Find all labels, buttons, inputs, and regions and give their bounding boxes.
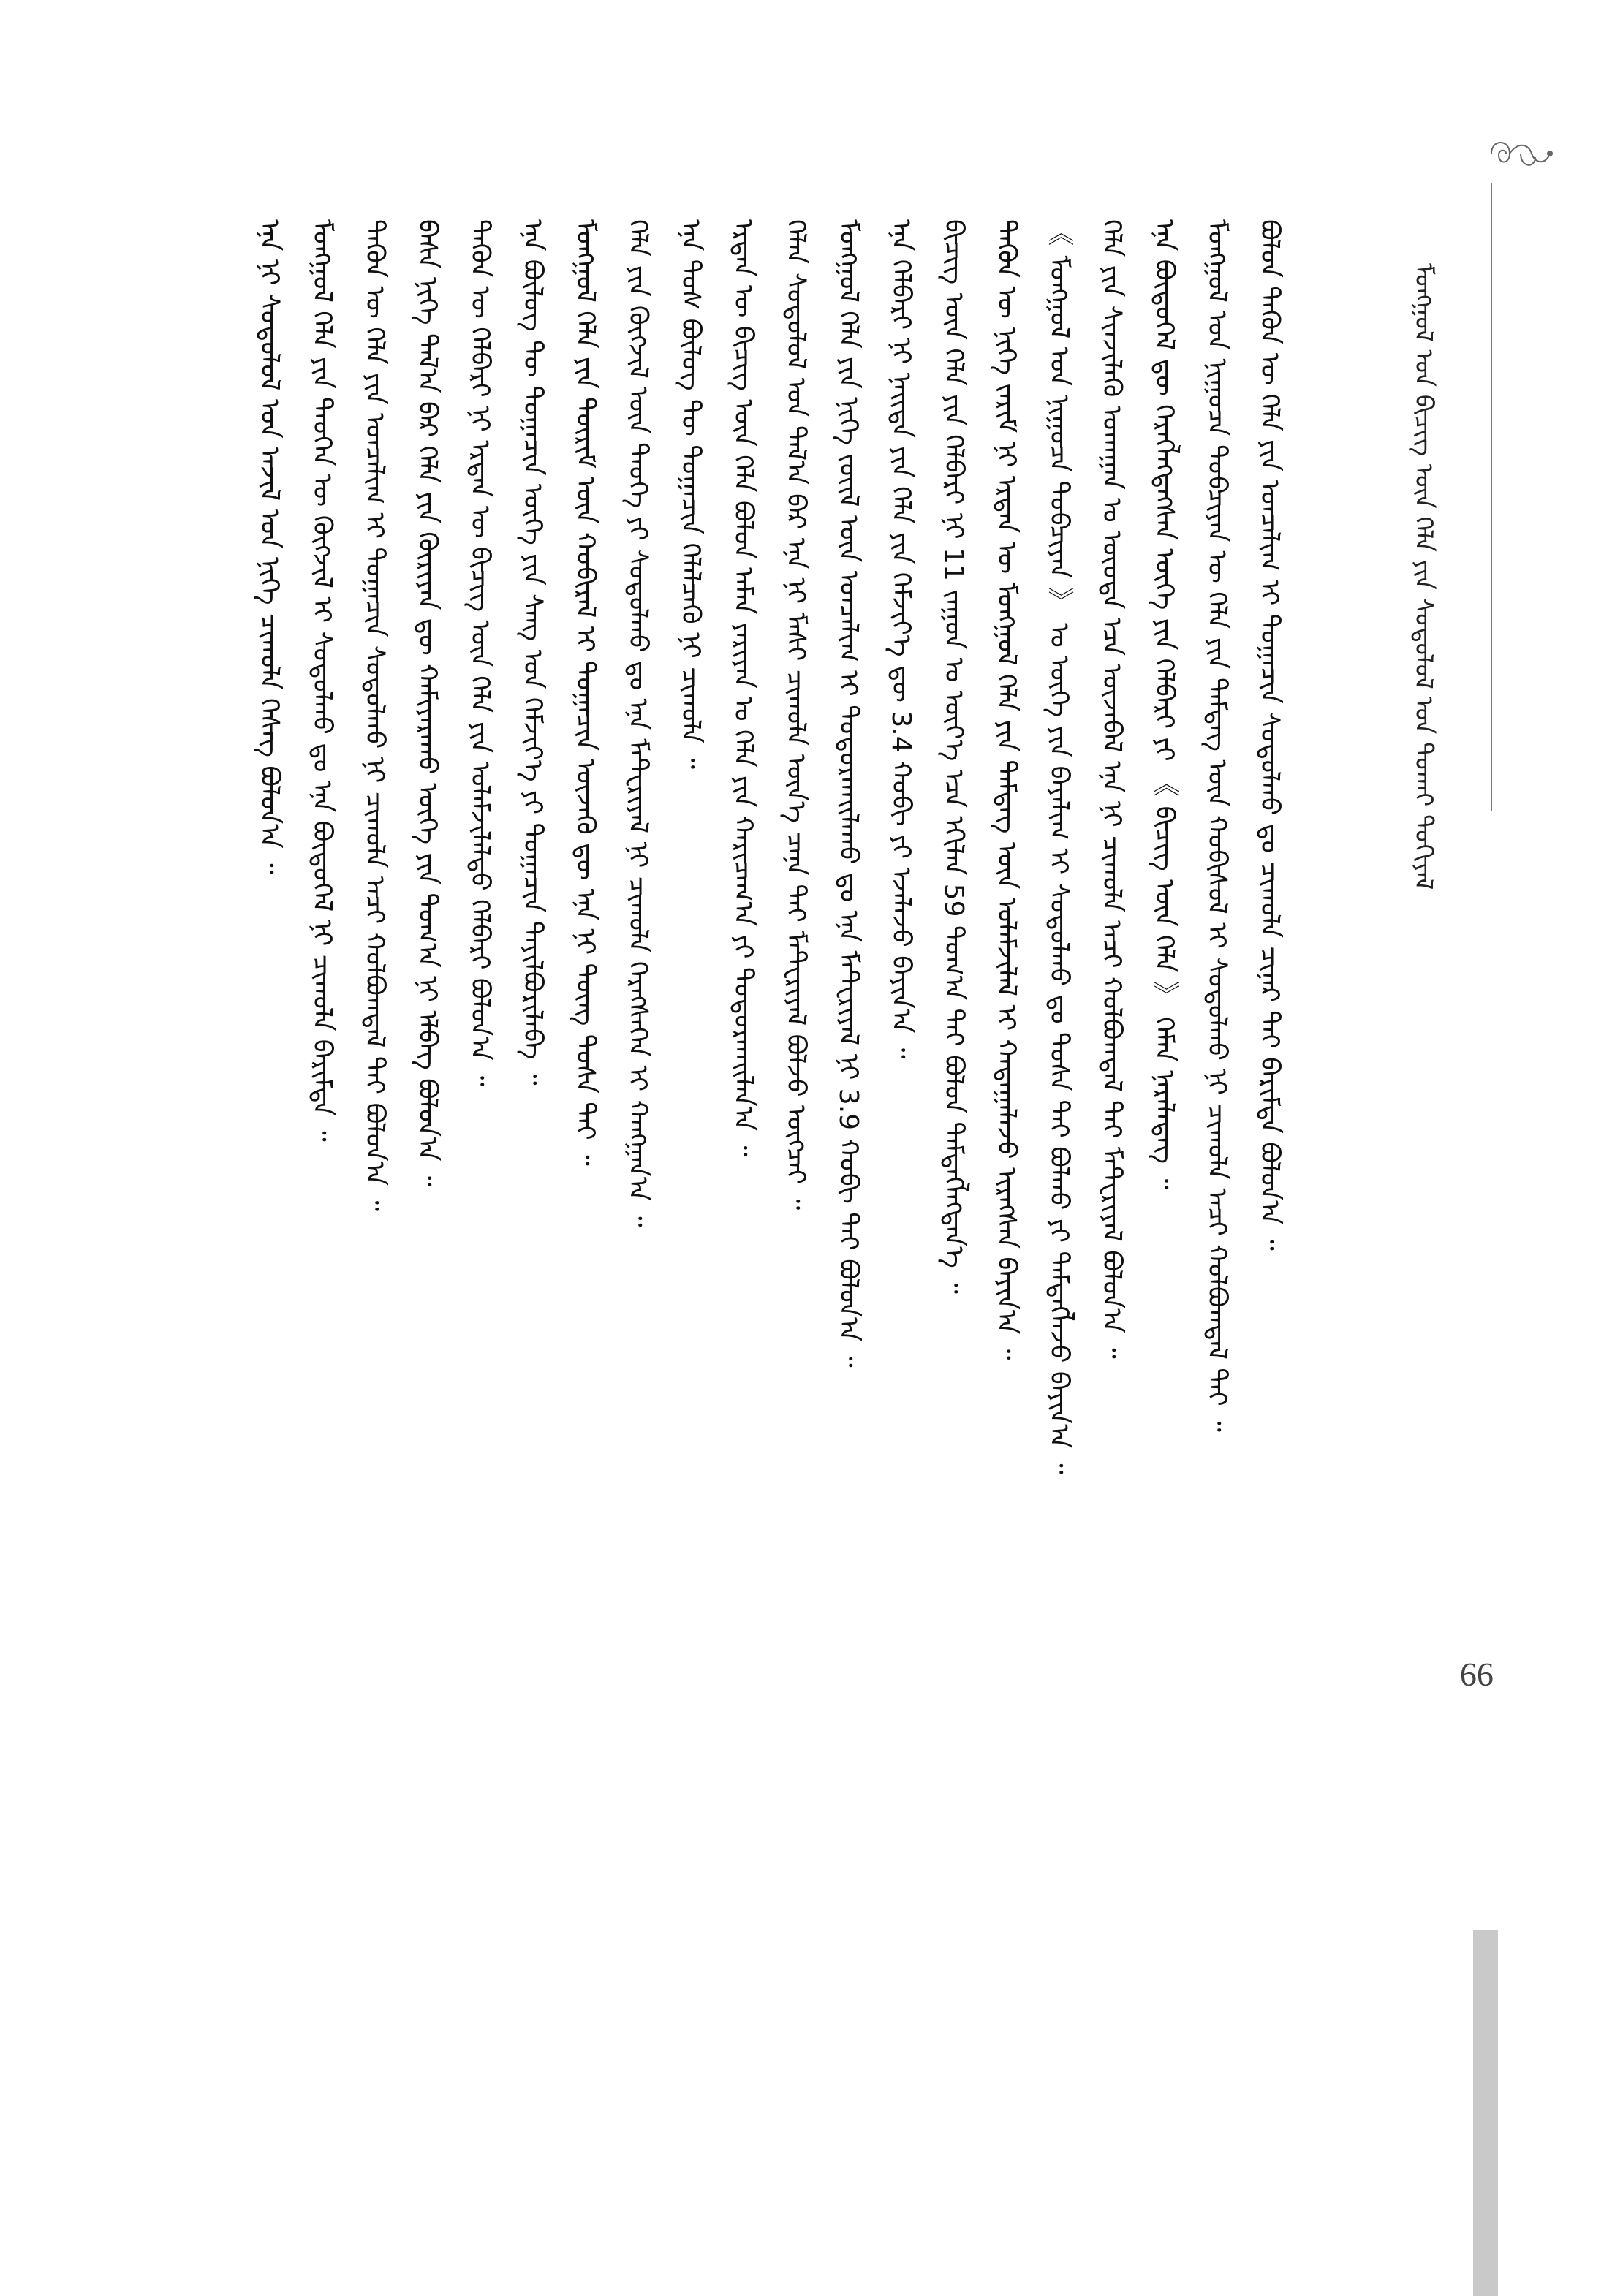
text-column: ᠡᠷᠲᠡᠨ ᠦ ᠪᠢᠴᠢᠭ ᠦᠨ ᠬᠡᠯᠡ ᠪᠣᠯᠤᠨ ᠠᠮᠠᠨ ᠶᠠᠷᠢᠶᠠᠨ ᠤ ᠬᠡᠯᠡ ᠶᠢᠨ ᠬᠠᠷᠢᠴᠠᠭ᠎ᠠ ᠶᠢ ᠲᠣᠳᠣᠷᠬᠠᠢᠯᠠᠨ᠎ᠠ ᠃ [728,219,758,1157]
text-column [190,219,243,2178]
text-column: ᠲᠡᠭᠦᠨ ᠦ ᠨᠢᠭᠡ ᠵᠠᠷᠢᠮ ᠨᠢ ᠡᠷᠲᠡᠨ ᠦ ᠮᠣᠩᠭᠣᠯ ᠬᠡᠯᠡ ᠶᠢᠨ ᠲᠡᠮᠳᠡᠭ ᠦᠨ ᠤᠯᠠᠮᠵᠢᠯᠠᠯ ᠢ ᠬᠠᠳᠠᠭᠠᠯᠠᠵᠤ ᠢᠷᠡᠭᠰᠡᠨ ᠪᠠᠶᠢᠨ᠎ᠠ ᠃ [991,219,1021,1360]
body-text [190,219,1389,2193]
text-column: ᠲᠡᠭᠦᠨ ᠦ ᠬᠡᠯᠪᠡᠷᠢ ᠨᠢ ᠡᠷᠲᠡᠨ ᠦ ᠪᠢᠴᠢᠭ ᠦᠨ ᠬᠡᠯᠡ ᠶᠢᠨ ᠤᠯᠠᠮᠵᠢᠯᠠᠯᠲᠤ ᠬᠡᠯᠪᠡᠷᠢ ᠪᠣᠯᠤᠨ᠎ᠠ ᠃ [465,219,495,1087]
text-column: ᠪᠠᠰᠠ ᠨᠢᠭᠡ ᠲᠠᠯ᠎ᠠ ᠪᠡᠷ ᠬᠡᠯᠡ ᠶᠢᠨ ᠬᠦᠷᠢᠶᠡᠨ ᠳᠦ ᠬᠠᠮᠢᠶᠠᠷᠠᠬᠤ ᠦᠭᠡ ᠶᠢᠨ ᠲᠣᠭ᠎ᠠ ᠨᠢ ᠡᠯᠪᠡᠭ ᠪᠣᠯᠤᠨ᠎ᠠ ᠃ [412,219,442,1187]
text-column: ᠮᠣᠩᠭᠣᠯ ᠬᠡᠯᠡ ᠶᠢᠨ ᠳᠦᠷᠢᠮ ᠦᠨ ᠬᠤᠪᠢᠷᠠᠯ ᠢ ᠲᠣᠭᠠᠴᠢᠨ ᠦᠵᠡᠬᠦ ᠳᠦ ᠡᠨᠡ ᠨᠢ ᠳᠦᠩ ᠲᠤᠰᠠ ᠲᠠᠢ ᠃ [570,219,600,1166]
text-column: ᠡᠨᠡ ᠲᠤᠰ ᠪᠦᠯᠦᠭ ᠲᠦ ᠲᠣᠭᠠᠴᠢᠨ ᠬᠡᠯᠡᠯᠴᠡᠬᠦ ᠨᠢ ᠴᠢᠬᠤᠯᠠ ᠃ [676,219,705,769]
text-column: ᠡᠨᠡ ᠪᠦᠲᠦᠭᠡᠯ ᠳᠦ ᠬᠡᠷᠡᠭᠯᠡᠭᠳᠡᠭᠰᠡᠨ ᠦᠭᠡ ᠶᠢᠨ ᠬᠡᠯᠪᠡᠷᠢ ᠶᠢ 《 ᠪᠢᠴᠢᠭ ᠦᠨ ᠬᠡᠯᠡ 》 ᠬᠡᠮᠡᠨ ᠨᠡᠷᠡᠯᠡᠳᠡᠭ ᠃ [1149,219,1179,1190]
text-column: 《 ᠮᠣᠩᠭᠣᠯ ᠤᠨ ᠨᠢᠭᠤᠴᠠ ᠲᠣᠪᠴᠢᠶᠠᠨ 》 ᠤ ᠦᠭᠡ ᠶᠢᠨ ᠪᠠᠶᠠᠯᠢᠭ ᠢ ᠰᠤᠳᠤᠯᠬᠤ ᠳᠤ ᠲᠤᠰᠠ ᠲᠠᠢ ᠪᠣᠯᠬᠤ ᠶᠢ ᠲᠡᠮᠳᠡᠭᠯᠡᠵᠦ ᠪᠠᠶᠢᠨ᠎ᠠ ᠃ [1044,219,1074,1474]
text-column: ᠮᠣᠩᠭᠣᠯ ᠬᠡᠯᠡ ᠶᠢᠨ ᠨᠢᠭᠡ ᠵᠦᠢᠯ ᠦᠨ ᠣᠨᠴᠠᠯᠢᠭ ᠢ ᠲᠣᠳᠣᠷᠬᠠᠢᠯᠠᠬᠤ ᠳᠤ ᠡᠨᠡ ᠮᠠᠲᠧᠷᠢᠶᠠᠯ ᠨᠢ 3.9 ᠬᠤᠪᠢ ᠲᠠᠢ ᠪᠣᠯᠤᠨ᠎ᠠ ᠃ [833,219,863,1368]
text-column: ᠮᠣᠩᠭᠣᠯ ᠤᠨ ᠨᠢᠭᠤᠴᠠ ᠲᠣᠪᠴᠢᠶᠠᠨ ᠦ ᠬᠡᠯᠡ ᠶᠢᠨ ᠲᠡᠮᠳᠡᠭ ᠦᠨ ᠬᠤᠪᠢᠰᠤᠯ ᠢ ᠰᠤᠳᠤᠯᠬᠤ ᠨᠢ ᠴᠢᠬᠤᠯᠠ ᠠᠴᠢ ᠬᠣᠯᠪᠣᠭᠳᠠᠯ ᠲᠠᠢ ᠃ [1202,219,1232,1432]
text-column: ᠡᠨᠡ ᠬᠡᠯᠪᠡᠷᠢ ᠨᠢ ᠨᠡᠢᠲᠡ ᠶᠢᠨ ᠬᠡᠯᠡ ᠶᠢᠨ ᠬᠡᠮᠵᠢᠶ᠎ᠡ ᠳᠦ 3.4 ᠬᠤᠪᠢ ᠶᠢ ᠡᠵᠡᠯᠡᠵᠦ ᠪᠠᠶᠢᠨ᠎ᠠ ᠃ [886,219,916,1059]
text-column: ᠡᠨᠡ ᠨᠢ ᠰᠤᠳᠤᠯᠤᠯ ᠤᠨ ᠠᠵᠢᠯ ᠤᠨ ᠨᠢᠭᠡ ᠴᠢᠬᠤᠯᠠ ᠬᠡᠰᠡᠭ ᠪᠣᠯᠤᠨ᠎ᠠ ᠃ [254,219,284,874]
text-column: ᠬᠡᠯᠡ ᠶᠢᠨ ᠰᠢᠨᠵᠢᠯᠡᠬᠦ ᠤᠬᠠᠭᠠᠨ ᠤ ᠦᠦᠳᠡ ᠡᠴᠡ ᠦᠵᠡᠪᠡᠯ ᠡᠨᠡ ᠨᠢ ᠴᠢᠬᠤᠯᠠ ᠠᠴᠢ ᠬᠣᠯᠪᠣᠭᠳᠠᠯ ᠲᠠᠢ ᠮᠠᠲᠧᠷᠢᠶᠠᠯ ᠪᠣᠯᠤᠨ᠎ᠠ ᠃ [1097,219,1127,1359]
text-column: ᠡᠨᠡ ᠪᠦᠯᠦᠭ ᠲᠦ ᠲᠣᠭᠠᠴᠢᠨ ᠦᠭᠡ ᠶᠢᠨ ᠰᠠᠩ ᠤᠨ ᠬᠡᠮᠵᠢᠶ᠎ᠡ ᠶᠢ ᠲᠣᠭᠠᠴᠢᠨ ᠲᠠᠶᠢᠯᠪᠤᠷᠢᠯᠠᠪᠠ ᠃ [518,219,548,1086]
page-number: 99 [1460,1656,1494,1694]
text-column: ᠪᠣᠯᠤᠨ ᠲᠡᠭᠦᠨ ᠦ ᠬᠡᠯᠡ ᠶᠢᠨ ᠣᠨᠴᠠᠯᠢᠭ ᠢ ᠲᠣᠭᠠᠴᠢᠨ ᠰᠤᠳᠤᠯᠬᠤ ᠳᠤ ᠴᠢᠬᠤᠯᠠ ᠴᠢᠨᠠᠷ ᠲᠠᠢ ᠪᠠᠷᠢᠮᠲᠠ ᠪᠣᠯᠤᠨ᠎ᠠ ᠃ [1255,219,1285,1251]
text-column: ᠬᠡᠯᠡ ᠶᠢᠨ ᠬᠥᠭᠵᠢᠯ ᠦᠨ ᠲᠡᠦᠬᠡ ᠶᠢ ᠰᠤᠳᠤᠯᠬᠤ ᠳᠤ ᠡᠨᠡ ᠮᠠᠲᠧᠷᠢᠶᠠᠯ ᠨᠢ ᠴᠢᠬᠤᠯᠠ ᠬᠡᠷᠡᠭᠰᠡᠭᠡᠨ ᠢ ᠬᠠᠩᠭᠠᠨ᠎ᠠ ᠃ [623,219,653,1227]
text-column: ᠪᠢᠴᠢᠭ ᠦᠨ ᠬᠡᠯᠡ ᠶᠢᠨ ᠬᠡᠯᠪᠡᠷᠢ ᠨᠢ 11 ᠵᠠᠭᠤᠨ ᠤ ᠦᠶ᠎ᠡ ᠡᠴᠡ ᠡᠬᠢᠯᠡᠨ 59 ᠲᠣᠭ᠎ᠠ ᠲᠠᠢ ᠪᠣᠯᠤᠨ ᠲᠡᠮᠳᠡᠭᠯᠡᠭᠳᠡᠨ᠎ᠡ ᠃ [939,219,969,1294]
text-column: ᠮᠣᠩᠭᠣᠯ ᠬᠡᠯᠡ ᠶᠢᠨ ᠲᠡᠦᠬᠡᠨ ᠦ ᠬᠥᠭᠵᠢᠯ ᠢ ᠰᠤᠳᠤᠯᠬᠤ ᠳᠤ ᠡᠨᠡ ᠪᠦᠲᠦᠭᠡᠯ ᠨᠢ ᠴᠢᠬᠤᠯᠠ ᠪᠠᠷᠢᠮᠲᠠ ᠃ [307,219,337,1142]
decorative-ornament-icon [1477,117,1565,190]
running-head: ᠮᠣᠩᠭᠣᠯ ᠤᠨ ᠪᠢᠴᠢᠭ ᠦᠨ ᠬᠡᠯᠡ ᠶᠢᠨ ᠰᠤᠳᠤᠯᠤᠯ ᠤᠨ ᠲᠤᠬᠠᠢ ᠳᠣᠬᠢᠶᠠᠯ [1409,263,1438,890]
text-column: ᠲᠡᠭᠦᠨ ᠦ ᠬᠡᠯᠡ ᠶᠢᠨ ᠣᠨᠴᠠᠯᠢᠭ ᠢ ᠲᠣᠭᠠᠴᠢᠨ ᠰᠤᠳᠤᠯᠬᠤ ᠨᠢ ᠴᠢᠬᠤᠯᠠ ᠠᠴᠢ ᠬᠣᠯᠪᠣᠭᠳᠠᠯ ᠲᠠᠢ ᠪᠣᠯᠤᠨ᠎ᠠ ᠃ [360,219,390,1212]
page-edge-bar [1473,1930,1498,2296]
text-column: ᠬᠡᠯᠡᠨ ᠰᠤᠳᠤᠯᠤᠯ ᠤᠨ ᠲᠠᠯ᠎ᠠ ᠪᠡᠷ ᠡᠨᠡ ᠨᠢ ᠮᠠᠰᠢ ᠴᠢᠬᠤᠯᠠ ᠦᠨ᠎ᠡ ᠴᠡᠨᠡ ᠲᠠᠢ ᠮᠠᠲᠧᠷᠢᠶᠠᠯ ᠪᠣᠯᠵᠤ ᠥᠭᠴᠡᠢ ᠃ [781,219,811,1210]
